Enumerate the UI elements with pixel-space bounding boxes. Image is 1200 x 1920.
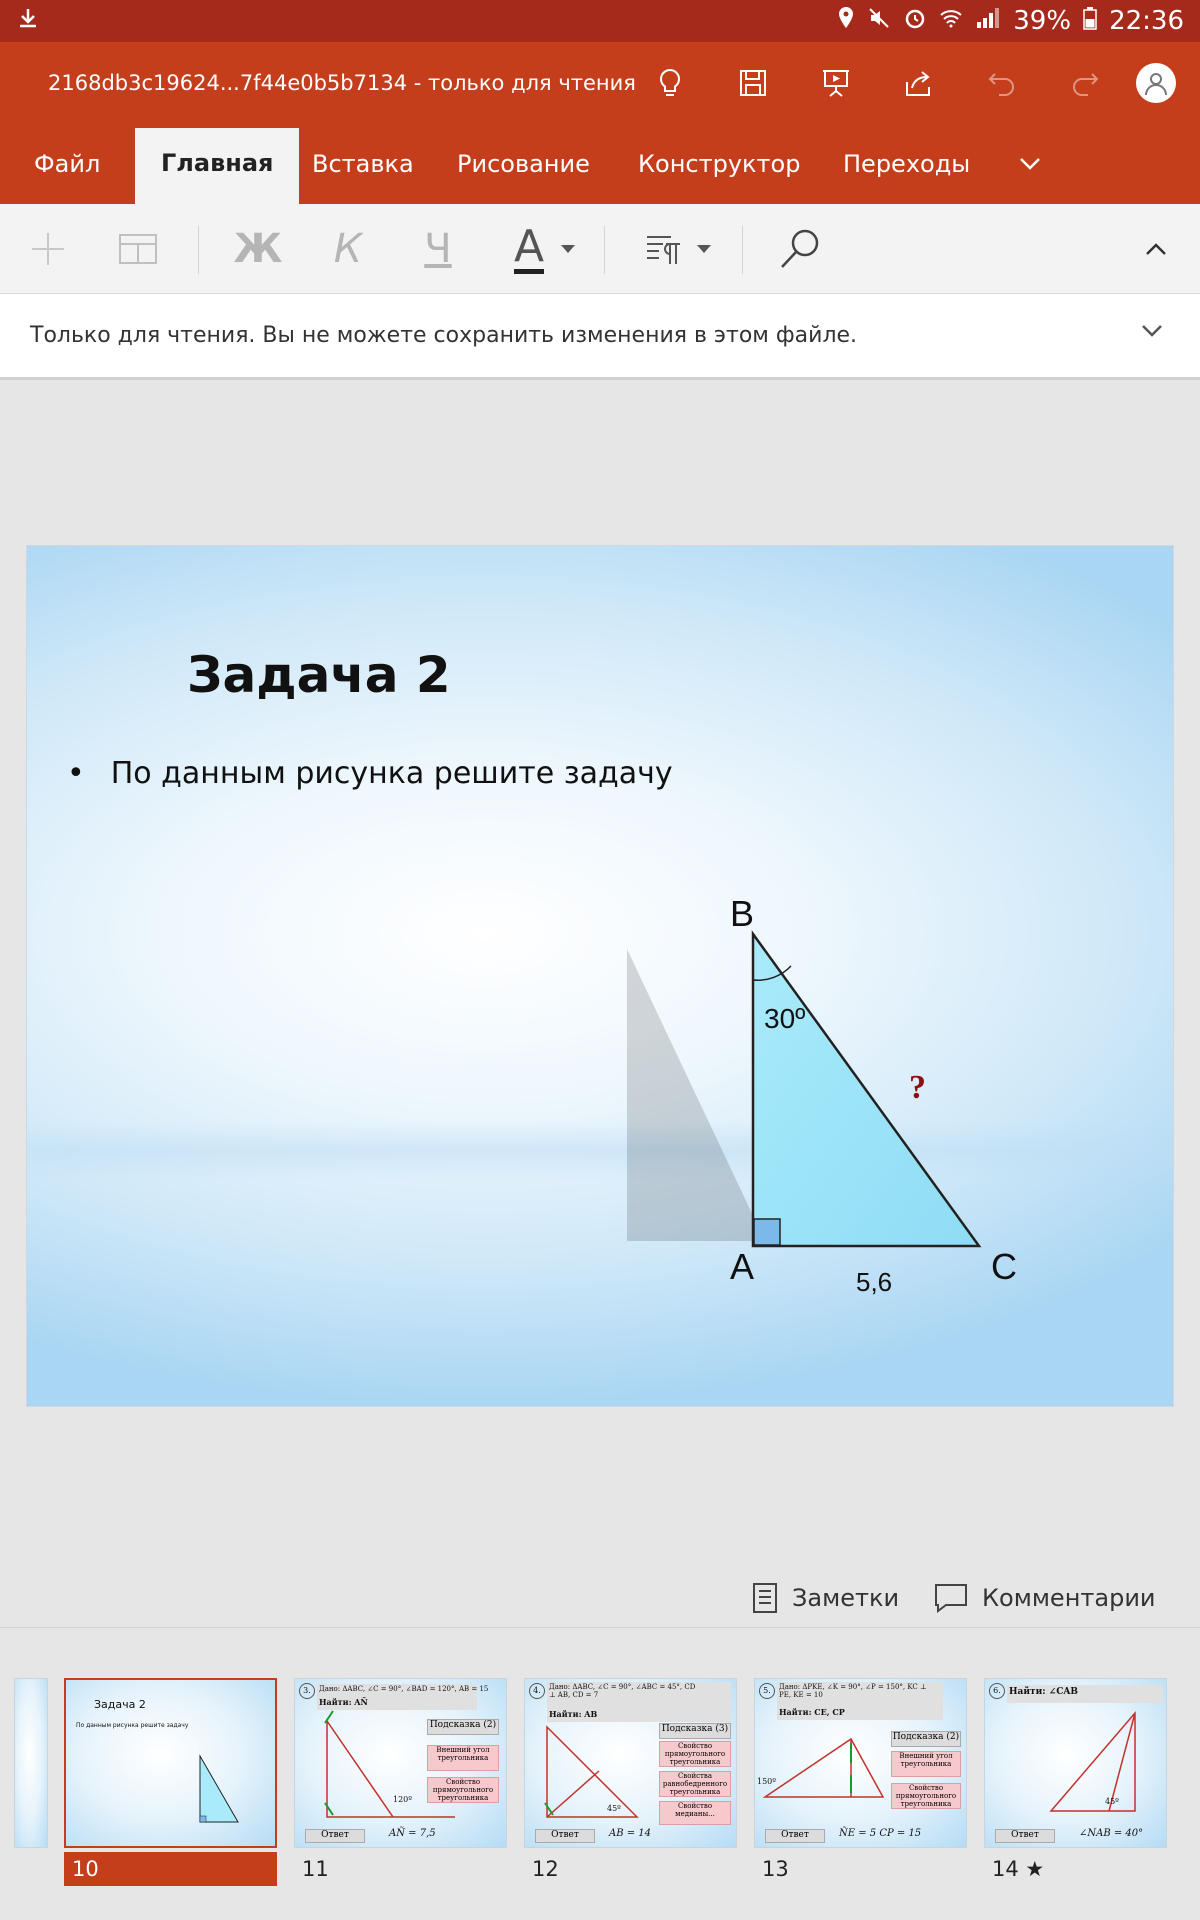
paragraph-dropdown[interactable] (692, 204, 716, 294)
triangle-figure (27, 546, 1174, 1407)
layout-button[interactable] (112, 204, 164, 294)
caret-down-icon (696, 244, 712, 254)
tab-home[interactable]: Главная (135, 128, 299, 204)
thumbnail-partial[interactable] (14, 1678, 48, 1848)
search-button[interactable] (774, 204, 826, 294)
tab-file[interactable]: Файл (34, 150, 101, 178)
tab-transitions[interactable]: Переходы (843, 150, 971, 178)
read-only-infobar (0, 294, 1200, 380)
notes-comments-bar (0, 1570, 1200, 1625)
tab-insert[interactable]: Вставка (312, 150, 414, 178)
unknown-side-label: ? (909, 1069, 926, 1106)
thumbnail-slide-11[interactable]: 3. Дано: ΔABC, ∠C = 90°, ∠BAD = 120°, AB = 15 Найти: AÑ Подсказка (2) Внешний угол треугольника Свойство прямоугольного треугольника 120º Ответ AÑ = 7,5 (294, 1678, 507, 1848)
thumbnail-number-14: 14 ★ (992, 1857, 1045, 1881)
location-icon (837, 6, 855, 37)
thumbnail-slide-10[interactable] (64, 1678, 277, 1848)
notes-button[interactable] (752, 1570, 899, 1625)
vertex-a-label: A (730, 1246, 755, 1287)
tab-draw[interactable]: Рисование (457, 150, 590, 178)
caret-down-icon (560, 244, 576, 254)
lightbulb-icon (653, 66, 687, 100)
triangle-shape (753, 934, 979, 1246)
current-slide[interactable] (26, 545, 1174, 1407)
side-ac-label: 5,6 (856, 1267, 893, 1297)
present-button[interactable] (794, 42, 877, 124)
alarm-icon (903, 6, 927, 37)
vertex-b-label: B (730, 893, 755, 934)
signal-icon (975, 6, 1001, 37)
thumbnail-slide-13[interactable]: 5. Дано: ΔPKE, ∠K = 90°, ∠P = 150°, KC ⊥ PE, KE = 10 Найти: CE, CP Подсказка (2) Внешний угол треугольника Свойство прямоугольного треугольника 150º Ответ ÑE = 5 CP = 15 (754, 1678, 967, 1848)
comments-label: Комментарии (982, 1583, 1156, 1612)
document-title: 2168db3c19624...7f44e0b5b7134 - только для чтения (48, 71, 636, 95)
underline-button[interactable]: Ч (424, 226, 452, 272)
wifi-icon (939, 6, 963, 37)
title-bar (0, 42, 1200, 124)
share-icon (902, 66, 936, 100)
chevron-up-icon (1145, 242, 1167, 256)
expand-infobar-button[interactable] (1140, 322, 1164, 342)
ribbon-tabs (0, 124, 1200, 204)
tab-design[interactable]: Конструктор (638, 150, 801, 178)
account-avatar[interactable] (1136, 63, 1176, 103)
vertex-c-label: C (991, 1246, 1017, 1287)
battery-percent: 39% (1013, 6, 1072, 36)
font-color-dropdown[interactable] (556, 204, 580, 294)
notes-icon (752, 1582, 778, 1614)
notes-label: Заметки (792, 1583, 900, 1612)
comment-icon (934, 1583, 968, 1613)
slide-canvas (0, 383, 1200, 1623)
italic-button[interactable]: К (333, 226, 363, 272)
mute-icon (867, 6, 891, 37)
save-icon (736, 66, 770, 100)
collapse-ribbon-button[interactable] (1136, 204, 1176, 294)
slide-bullet-text: По данным рисунка решите задачу (110, 756, 673, 791)
layout-icon (118, 232, 158, 266)
transition-star-icon: ★ (1025, 1857, 1045, 1881)
undo-button[interactable] (960, 42, 1043, 124)
more-tabs-button[interactable] (1016, 150, 1044, 180)
share-button[interactable] (877, 42, 960, 124)
download-icon (16, 6, 40, 37)
bullet-dot: • (67, 756, 85, 791)
presentation-icon (819, 66, 853, 100)
paragraph-button[interactable] (640, 204, 690, 294)
undo-icon (985, 66, 1019, 100)
status-bar (0, 0, 1200, 42)
right-angle-marker (754, 1219, 780, 1245)
angle-b-label: 30º (764, 1003, 806, 1034)
thumbnail-slide-12[interactable]: 4. Дано: ΔABC, ∠C = 90°, ∠ABC = 45°, CD ⊥ AB, CD = 7 Найти: AB Подсказка (3) Свойство прямоугольного треугольника Свойства равнобедренного треугольника Свойство медианы... 45º Ответ AB = 14 (524, 1678, 737, 1848)
thumbnail-number-10: 10 (64, 1852, 277, 1886)
ribbon-toolbar (0, 204, 1200, 294)
slide-thumbnail-strip (0, 1627, 1200, 1920)
save-button[interactable] (711, 42, 794, 124)
chevron-down-icon (1140, 322, 1164, 338)
redo-icon (1068, 66, 1102, 100)
font-color-button[interactable] (503, 204, 555, 294)
read-only-message: Только для чтения. Вы не можете сохранить изменения в этом файле. (30, 323, 858, 348)
thumbnail-slide-14[interactable]: 6. Найти: ∠CAB 45º Ответ ∠NAB = 40° (984, 1678, 1167, 1848)
clock-time: 22:36 (1109, 6, 1184, 36)
battery-icon (1083, 6, 1097, 37)
paragraph-icon (644, 231, 686, 267)
tell-me-button[interactable] (628, 42, 711, 124)
thumb-title: Задача 2 (94, 1698, 146, 1711)
chevron-down-icon (1016, 153, 1044, 173)
search-icon (778, 227, 822, 271)
plus-icon (28, 229, 68, 269)
thumb-triangle (66, 1680, 277, 1848)
thumb-bullet: По данным рисунка решите задачу (76, 1722, 189, 1729)
font-color-glyph: A (513, 220, 545, 272)
slide-title: Задача 2 (187, 646, 451, 704)
bold-button[interactable]: Ж (233, 226, 283, 272)
user-icon (1142, 69, 1170, 97)
comments-button[interactable] (934, 1570, 1156, 1625)
new-slide-button[interactable] (22, 204, 74, 294)
thumbnail-number-13: 13 (762, 1857, 789, 1881)
thumbnail-number-11: 11 (302, 1857, 329, 1881)
redo-button[interactable] (1043, 42, 1126, 124)
thumbnail-number-12: 12 (532, 1857, 559, 1881)
